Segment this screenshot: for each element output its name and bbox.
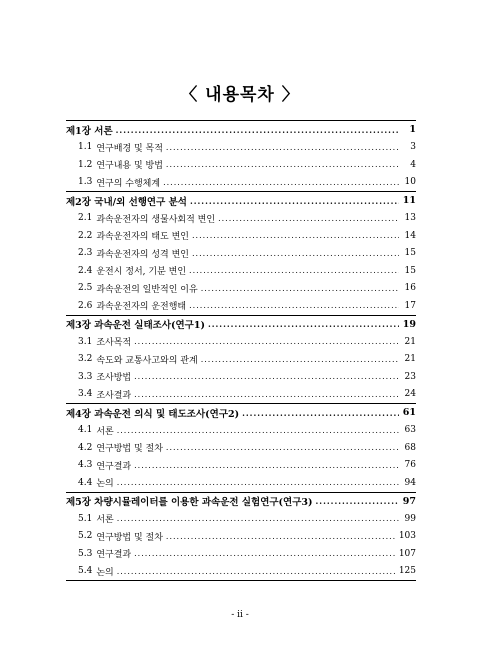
toc-section-entry xyxy=(66,474,416,492)
section-page-number: 17 xyxy=(404,300,416,311)
dot-leader xyxy=(201,355,399,364)
dot-leader xyxy=(134,549,396,558)
toc-section-entry xyxy=(66,351,416,369)
section-number: 2.4 xyxy=(78,265,93,276)
section-number: 2.5 xyxy=(78,283,93,294)
section-title: 연구의 수행체계 xyxy=(96,178,161,189)
section-number: 5.1 xyxy=(78,513,93,524)
chapter-page-number: 1 xyxy=(409,124,416,136)
chapter-title: 제5장 차량시뮬레이터를 이용한 과속운전 실험연구(연구3) xyxy=(66,497,313,509)
toc-section-entry xyxy=(66,174,416,192)
dot-leader xyxy=(166,143,399,152)
section-title: 연구방법 및 절차 xyxy=(96,444,163,455)
section-number: 4.4 xyxy=(78,477,93,488)
section-page-number: 16 xyxy=(404,283,416,294)
dot-leader xyxy=(192,249,399,258)
section-number: 4.3 xyxy=(78,460,93,471)
section-number: 5.2 xyxy=(78,531,93,542)
chapter-page-number: 19 xyxy=(402,318,416,330)
dot-leader xyxy=(201,284,399,293)
dot-leader xyxy=(117,478,399,487)
section-page-number: 103 xyxy=(398,531,416,542)
section-title: 연구방법 및 절차 xyxy=(96,532,163,543)
section-number: 1.2 xyxy=(78,159,93,170)
section-number: 2.6 xyxy=(78,300,93,311)
section-page-number: 3 xyxy=(410,142,416,153)
dot-leader xyxy=(166,160,399,169)
section-title: 연구결과 xyxy=(96,550,132,561)
toc-section-entry xyxy=(66,156,416,174)
section-number: 4.2 xyxy=(78,442,93,453)
dot-leader xyxy=(189,301,399,310)
section-page-number: 10 xyxy=(404,177,416,188)
section-title: 논의 xyxy=(96,479,114,490)
section-title: 과속운전자의 성격 변인 xyxy=(96,249,189,260)
section-number: 5.4 xyxy=(78,566,93,577)
section-number: 2.2 xyxy=(78,230,93,241)
toc-section-entry xyxy=(66,439,416,457)
section-page-number: 76 xyxy=(404,460,416,471)
dot-leader xyxy=(134,390,399,399)
section-title: 연구배경 및 목적 xyxy=(96,143,163,154)
section-title: 연구결과 xyxy=(96,461,132,472)
toc-section-entry xyxy=(66,386,416,404)
page-title: 〈 내용목차 〉 xyxy=(180,85,300,105)
chapter-page-number: 61 xyxy=(402,407,416,419)
section-number: 3.3 xyxy=(78,371,93,382)
section-title: 과속운전의 일반적인 이유 xyxy=(96,284,198,295)
section-title: 서론 xyxy=(96,515,114,526)
dot-leader xyxy=(208,319,399,329)
section-page-number: 15 xyxy=(404,265,416,276)
toc-section-entry xyxy=(66,333,416,351)
toc-section-entry xyxy=(66,245,416,263)
section-title: 속도와 교통사고와의 관계 xyxy=(96,355,198,366)
dot-leader xyxy=(218,214,399,223)
toc-section-entry xyxy=(66,545,416,563)
dot-leader xyxy=(242,408,399,418)
toc-section-entry xyxy=(66,528,416,546)
toc-section-entry xyxy=(66,368,416,386)
toc-chapter-entry xyxy=(66,492,416,511)
section-title: 운전시 정서, 기분 변인 xyxy=(96,267,187,278)
dot-leader xyxy=(166,443,399,452)
section-page-number: 14 xyxy=(404,230,416,241)
section-number: 1.3 xyxy=(78,177,93,188)
dot-leader xyxy=(166,532,396,541)
toc-chapter-entry xyxy=(66,191,416,210)
toc-section-entry xyxy=(66,280,416,298)
dot-leader xyxy=(117,567,396,576)
dot-leader xyxy=(117,514,399,523)
section-title: 조사결과 xyxy=(96,390,132,401)
toc-bottom-rule xyxy=(66,580,416,581)
section-page-number: 99 xyxy=(404,513,416,524)
section-page-number: 21 xyxy=(404,336,416,347)
section-page-number: 23 xyxy=(404,371,416,382)
dot-leader xyxy=(116,125,399,135)
section-page-number: 15 xyxy=(404,248,416,259)
section-title: 조사목적 xyxy=(96,338,132,349)
chapter-title: 제1장 서론 xyxy=(66,125,113,137)
dot-leader xyxy=(189,266,399,275)
section-number: 2.1 xyxy=(78,213,93,224)
section-page-number: 68 xyxy=(404,442,416,453)
dot-leader xyxy=(134,337,399,346)
dot-leader xyxy=(316,496,399,506)
toc-section-entry xyxy=(66,139,416,157)
section-title: 논의 xyxy=(96,567,114,578)
section-title: 조사방법 xyxy=(96,373,132,384)
section-number: 1.1 xyxy=(78,142,93,153)
chapter-title: 제2장 국내/외 선행연구 분석 xyxy=(66,196,187,208)
chapter-title: 제3장 과속운전 실태조사(연구1) xyxy=(66,320,205,332)
section-page-number: 94 xyxy=(404,477,416,488)
toc-chapter-entry xyxy=(66,315,416,334)
section-page-number: 125 xyxy=(398,566,416,577)
section-page-number: 107 xyxy=(398,548,416,559)
toc-section-entry xyxy=(66,510,416,528)
section-page-number: 63 xyxy=(404,425,416,436)
section-title: 과속운전자의 생물사회적 변인 xyxy=(96,214,216,225)
section-number: 3.4 xyxy=(78,389,93,400)
section-number: 5.3 xyxy=(78,548,93,559)
toc-chapter-entry xyxy=(66,121,416,139)
table-of-contents xyxy=(66,120,416,581)
chapter-page-number: 97 xyxy=(402,495,416,507)
section-title: 과속운전자의 태도 변인 xyxy=(96,232,189,243)
section-number: 3.2 xyxy=(78,354,93,365)
chapter-title: 제4장 과속운전 의식 및 태도조사(연구2) xyxy=(66,408,240,420)
dot-leader xyxy=(190,196,399,206)
toc-section-entry xyxy=(66,297,416,315)
toc-section-entry xyxy=(66,262,416,280)
toc-chapter-entry xyxy=(66,403,416,422)
page-number: - ii - xyxy=(231,610,249,620)
section-page-number: 4 xyxy=(410,159,416,170)
section-title: 과속운전자의 운전행태 xyxy=(96,302,187,313)
dot-leader xyxy=(163,178,399,187)
dot-leader xyxy=(134,372,399,381)
section-number: 3.1 xyxy=(78,336,93,347)
section-page-number: 13 xyxy=(404,213,416,224)
toc-section-entry xyxy=(66,457,416,475)
section-number: 2.3 xyxy=(78,248,93,259)
dot-leader xyxy=(117,426,399,435)
section-number: 4.1 xyxy=(78,425,93,436)
dot-leader xyxy=(192,231,399,240)
toc-section-entry xyxy=(66,210,416,228)
section-page-number: 21 xyxy=(404,354,416,365)
toc-section-entry xyxy=(66,227,416,245)
chapter-page-number: 11 xyxy=(402,195,416,207)
section-page-number: 24 xyxy=(404,389,416,400)
toc-section-entry xyxy=(66,422,416,440)
toc-section-entry xyxy=(66,563,416,581)
dot-leader xyxy=(134,461,399,470)
section-title: 연구내용 및 방법 xyxy=(96,161,163,172)
section-title: 서론 xyxy=(96,426,114,437)
